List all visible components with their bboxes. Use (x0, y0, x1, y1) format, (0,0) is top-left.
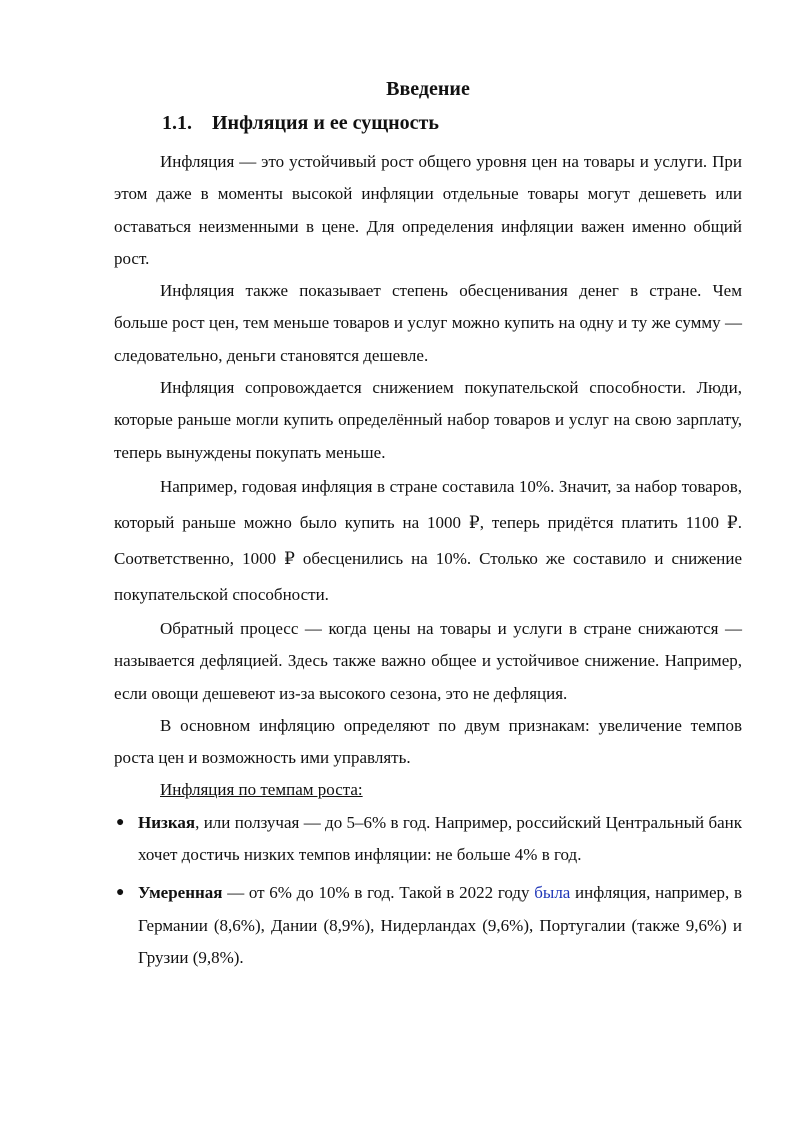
bullet-dot-icon: ● (116, 814, 125, 830)
list-item-text: инфляция, например, в Германии (8,6%), Дании (8,9%), Нидерландах (9,6%), Португалии (также 9,6%) и Грузии (9,8%). (138, 883, 742, 967)
list-item (114, 877, 742, 974)
document-page (114, 74, 742, 980)
paragraph-example: Например, годовая инфляция в стране составила 10%. Значит, за набор товаров, который раньше можно было купить на 1000 ₽, теперь придётся платить 1100 ₽. Соответственно, 1000 ₽ обесценились на 10%. Столько же составило и снижение покупательской способности. (114, 476, 742, 604)
link-text[interactable]: была (534, 883, 571, 903)
list-item-text: , или ползучая — до 5–6% в год. Например, российский Центральный банк хочет достичь низких темпов инфляции: не больше 4% в год. (138, 812, 742, 865)
page-title: Введение (386, 78, 470, 100)
section-heading (114, 108, 742, 138)
list-item-term: Низкая (138, 812, 196, 832)
list-heading-text: Инфляция по темпам роста: (160, 780, 363, 800)
section-number: 1.1. (162, 112, 192, 134)
paragraph-purchasing-power: Инфляция сопровождается снижением покупательской способности. Люди, которые раньше могли купить определённый набор товаров и услуг на свою зарплату, теперь вынуждены покупать меньше. (114, 378, 742, 462)
paragraph-devaluation: Инфляция также показывает степень обесценивания денег в стране. Чем больше рост цен, тем меньше товаров и услуг можно купить на одну и ту же сумму — следовательно, деньги становятся дешевле. (114, 281, 742, 365)
bullet-dot-icon: ● (116, 885, 125, 901)
list-item-text: — от 6% до 10% в год. Такой в 2022 году (222, 883, 535, 903)
section-title: Инфляция и ее сущность (212, 112, 439, 134)
inflation-rate-list (114, 807, 742, 974)
paragraph-deflation: Обратный процесс — когда цены на товары и услуги в стране снижаются — называется дефляцией. Здесь также важно общее и устойчивое снижение. Например, если овощи дешевеют из-за высокого сезона, это не дефляция. (114, 618, 742, 703)
list-item-term: Умеренная (138, 883, 223, 903)
list-item (114, 807, 742, 872)
paragraph-definition: Инфляция — это устойчивый рост общего уровня цен на товары и услуги. При этом даже в моменты высокой инфляции отдельные товары могут дешеветь или оставаться неизменными в цене. Для определения инфляции важен именно общий рост. (114, 152, 742, 268)
list-heading (114, 774, 742, 806)
paragraph-criteria: В основном инфляцию определяют по двум признакам: увеличение темпов роста цен и возможность ими управлять. (114, 715, 742, 768)
